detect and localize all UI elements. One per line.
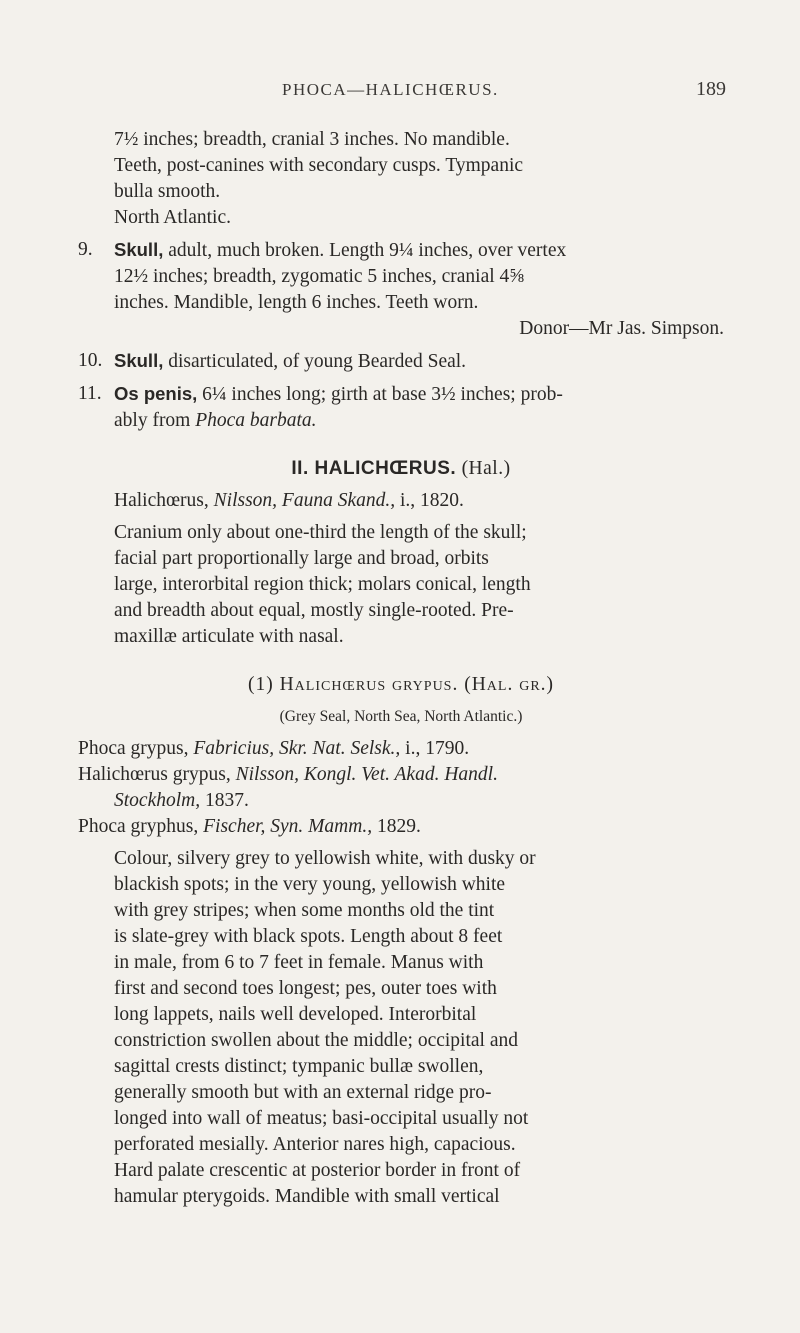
species-description bbox=[78, 846, 724, 1210]
donor-line: Donor—Mr Jas. Simpson. bbox=[519, 318, 724, 339]
text-line: in male, from 6 to 7 feet in female. Manus with bbox=[114, 952, 484, 973]
text-line: and breadth about equal, mostly single-rooted. Pre- bbox=[114, 600, 514, 621]
text-line: 12½ inches; breadth, zygomatic 5 inches, cranial 4⅝ bbox=[114, 266, 524, 287]
text-line: constriction swollen about the middle; occipital and bbox=[114, 1030, 518, 1051]
genus-citation: Halichœrus, Nilsson, Fauna Skand., i., 1820. bbox=[114, 490, 464, 511]
item-text: adult, much broken. Length 9¼ inches, over vertex bbox=[163, 240, 567, 261]
catalogue-item-10 bbox=[78, 348, 724, 375]
text-line: maxillæ articulate with nasal. bbox=[114, 626, 344, 647]
species-heading: (1) Halichœrus grypus. (Hal. gr.) bbox=[247, 674, 555, 695]
text-line: generally smooth but with an external ridge pro- bbox=[114, 1082, 492, 1103]
running-title: PHOCA—HALICHŒRUS. bbox=[282, 80, 499, 99]
synonym-continuation: Stockholm, 1837. bbox=[114, 790, 249, 811]
item-title: Skull, bbox=[114, 239, 164, 260]
text-line: Hard palate crescentic at posterior border in front of bbox=[114, 1160, 521, 1181]
text-line: sagittal crests distinct; tympanic bullæ swollen, bbox=[114, 1056, 484, 1077]
item-text: disarticulated, of young Bearded Seal. bbox=[163, 351, 467, 372]
item-title: Skull, bbox=[114, 350, 164, 371]
text-line: is slate-grey with black spots. Length about 8 feet bbox=[114, 926, 503, 947]
text-line: large, interorbital region thick; molars conical, length bbox=[114, 574, 531, 595]
page-number: 189 bbox=[696, 78, 726, 100]
item-text: 6¼ inches long; girth at base 3½ inches; prob- bbox=[197, 384, 563, 405]
intro-paragraph bbox=[78, 127, 724, 231]
text-line: longed into wall of meatus; basi-occipital usually not bbox=[114, 1108, 529, 1129]
genus-description bbox=[78, 520, 724, 650]
text-line: bulla smooth. bbox=[114, 181, 221, 202]
text-line: facial part proportionally large and broad, orbits bbox=[114, 548, 489, 569]
catalogue-item-9 bbox=[78, 237, 724, 342]
synonym: Halichœrus grypus, Nilsson, Kongl. Vet. Akad. Handl. bbox=[78, 764, 498, 785]
text-line bbox=[114, 381, 724, 408]
text-line: Colour, silvery grey to yellowish white, with dusky or bbox=[114, 848, 536, 869]
genus-heading: II. HALICHŒRUS. (Hal.) bbox=[291, 458, 511, 479]
species-common-name: (Grey Seal, North Sea, North Atlantic.) bbox=[279, 708, 523, 725]
text-line bbox=[114, 348, 724, 375]
text-line: hamular pterygoids. Mandible with small vertical bbox=[114, 1186, 500, 1207]
species-name: Phoca barbata. bbox=[195, 410, 317, 431]
locality: North Atlantic. bbox=[114, 207, 231, 228]
running-head bbox=[0, 78, 800, 108]
text-line: perforated mesially. Anterior nares high, capacious. bbox=[114, 1134, 516, 1155]
item-title: Os penis, bbox=[114, 383, 198, 404]
item-number: 10. bbox=[78, 350, 103, 371]
text-line: ably from Phoca barbata. bbox=[114, 410, 317, 431]
synonym: Phoca grypus, Fabricius, Skr. Nat. Selsk., i., 1790. bbox=[78, 738, 470, 759]
text-line: long lappets, nails well developed. Interorbital bbox=[114, 1004, 477, 1025]
text-line bbox=[114, 237, 724, 264]
text-line: 7½ inches; breadth, cranial 3 inches. No mandible. bbox=[114, 129, 510, 150]
item-number: 9. bbox=[78, 239, 93, 260]
item-number: 11. bbox=[78, 383, 102, 404]
text-line: Cranium only about one-third the length of the skull; bbox=[114, 522, 527, 543]
text-line: first and second toes longest; pes, outer toes with bbox=[114, 978, 497, 999]
text-line: with grey stripes; when some months old the tint bbox=[114, 900, 495, 921]
text-line: blackish spots; in the very young, yellowish white bbox=[114, 874, 506, 895]
synonym: Phoca gryphus, Fischer, Syn. Mamm., 1829. bbox=[78, 816, 421, 837]
page-body bbox=[78, 127, 724, 1210]
text-line: inches. Mandible, length 6 inches. Teeth worn. bbox=[114, 292, 479, 313]
catalogue-item-11 bbox=[78, 381, 724, 434]
text-line: Teeth, post-canines with secondary cusps. Tympanic bbox=[114, 155, 524, 176]
